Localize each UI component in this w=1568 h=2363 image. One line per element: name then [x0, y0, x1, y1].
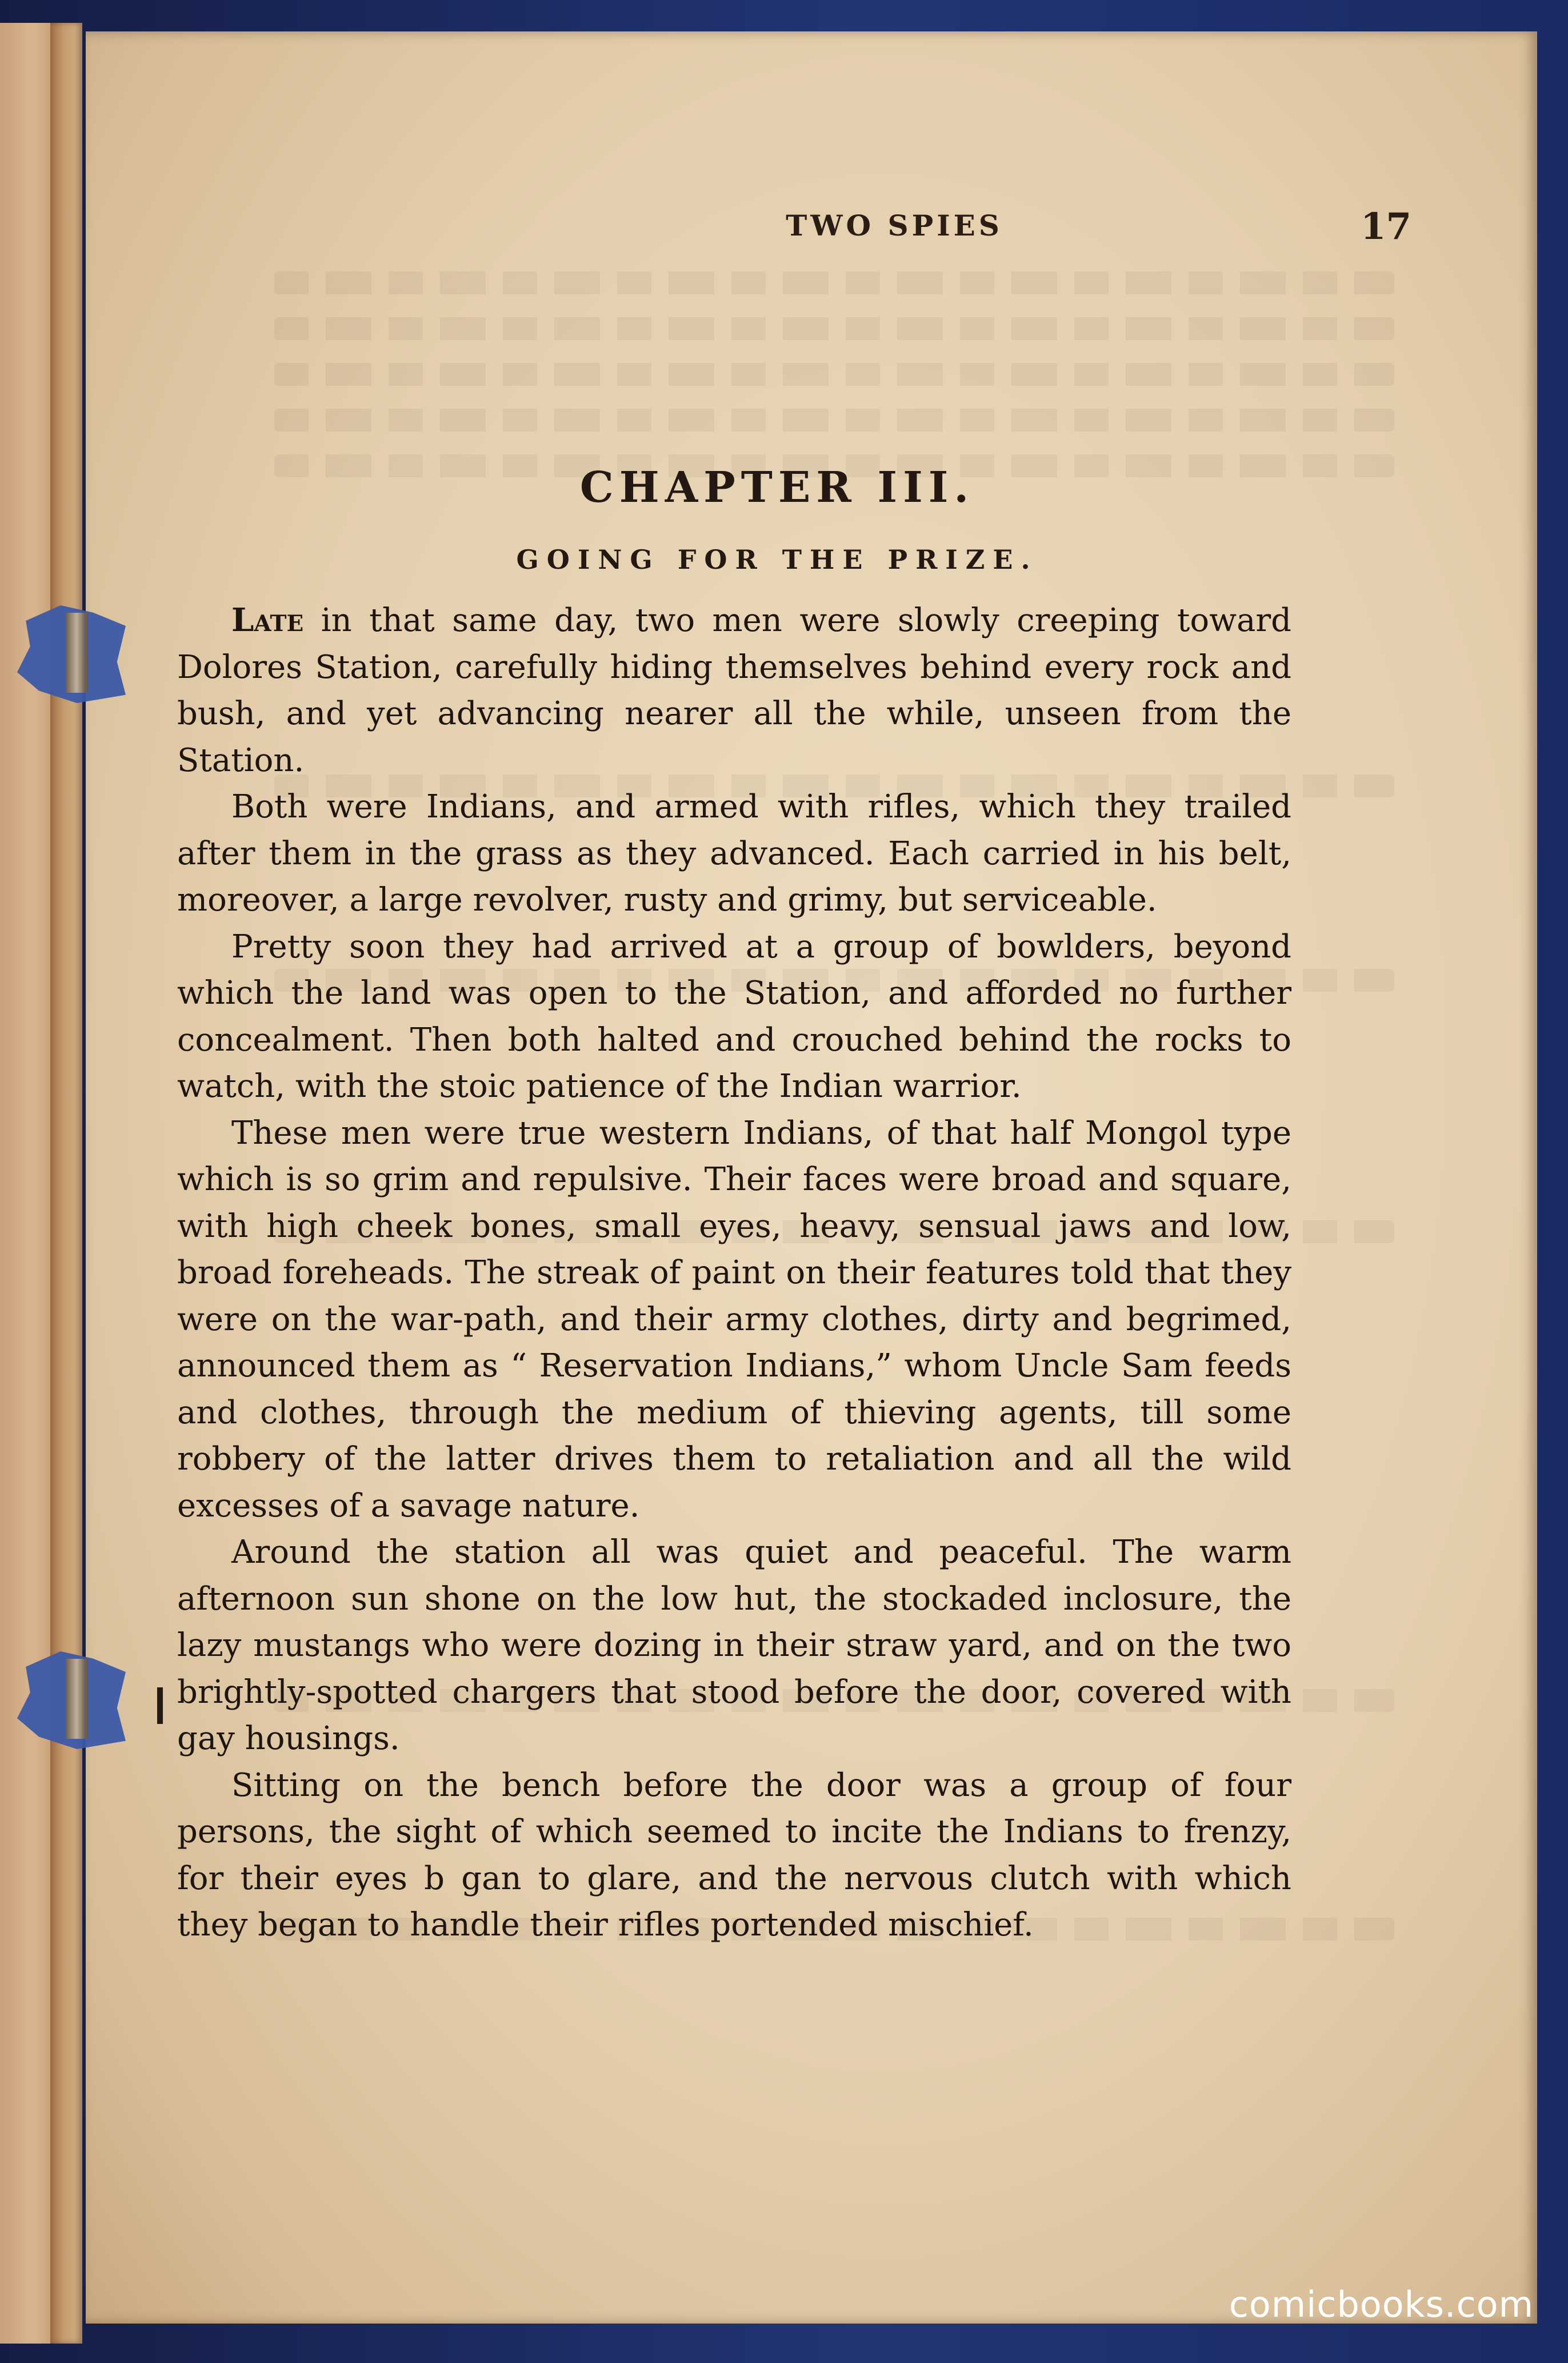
paragraph-text: Both were Indians, and armed with rifles, which they trailed after them in the grass as they advanced. Each carried in his belt, moreover, a large revolver, rusty and grimy, but serviceable.	[177, 788, 1291, 919]
running-title: TWO SPIES	[786, 209, 1003, 242]
margin-mark	[157, 1687, 163, 1724]
paragraph	[177, 1529, 1291, 1762]
paragraph-text: Around the station all was quiet and peaceful. The warm afternoon sun shone on the low hut, the stockaded inclosure, the lazy mustangs who were dozing in their straw yard, and on the two brightly-spotted chargers that stood before the door, covered with gay housings.	[177, 1534, 1291, 1757]
book-spine	[50, 23, 82, 2344]
site-watermark: comicbooks.com	[1229, 2284, 1534, 2325]
running-header	[86, 205, 1537, 249]
page-number: 17	[1360, 205, 1411, 248]
paragraph-text: Pretty soon they had arrived at a group of bowlders, beyond which the land was open to the Station, and afforded no further concealment. Then both halted and crouched behind the rocks to watch, with the stoic patience of the Indian warrior.	[177, 928, 1291, 1105]
paragraph	[177, 1762, 1291, 1949]
paragraph-text: in that same day, two men were slowly creeping toward Dolores Station, carefully hiding themselves behind every rock and bush, and yet advancing nearer all the while, unseen from the Station.	[177, 602, 1291, 779]
paragraph	[177, 924, 1291, 1110]
chapter-title: GOING FOR THE PRIZE.	[516, 544, 1038, 575]
body-text	[177, 597, 1291, 1949]
paragraph-text: These men were true western Indians, of that half Mongol type which is so grim and repulsive. Their faces were broad and square, with high cheek bones, small eyes, heavy, sensual jaws and low, broad foreheads. The streak of paint on their features told that they were on the war-path, and their army clothes, dirty and begrimed, announced them as “ Reservation Indians,” whom Uncle Sam feeds and clothes, through the medium of thieving agents, till some robbery of the latter drives them to retaliation and all the wild excesses of a savage nature.	[177, 1114, 1291, 1524]
paragraph	[177, 597, 1291, 784]
paragraph	[177, 1110, 1291, 1530]
chapter-heading: CHAPTER III.	[579, 463, 975, 512]
drop-lead-word: Late	[231, 601, 304, 639]
paragraph	[177, 784, 1291, 924]
paragraph-text: Sitting on the bench before the door was a group of four persons, the sight of which seemed to incite the Indians to frenzy, for their eyes b gan to glare, and the nervous clutch with which they began to handle their rifles portended mischief.	[177, 1766, 1291, 1943]
